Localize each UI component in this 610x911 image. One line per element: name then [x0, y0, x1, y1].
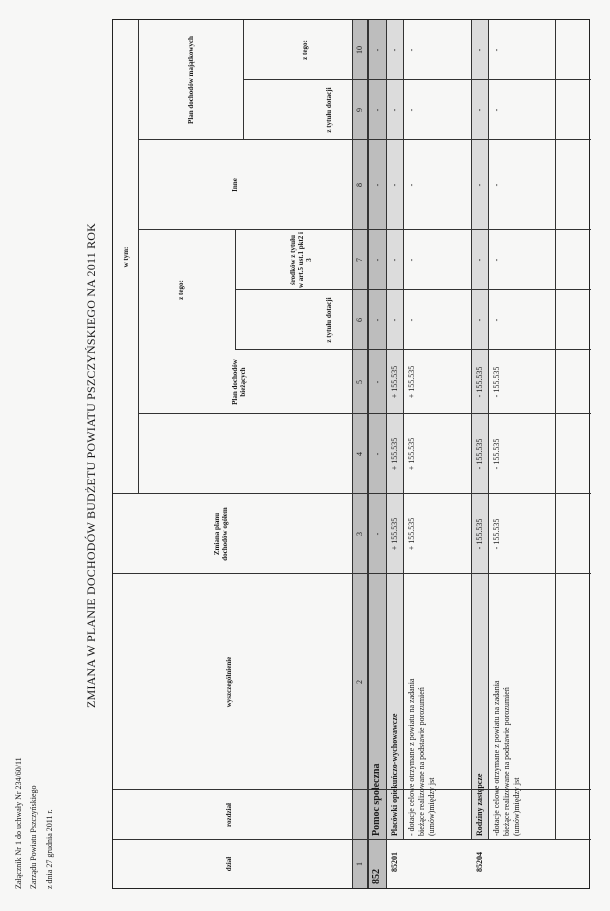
col-number: 1 — [355, 862, 364, 866]
cell: - — [492, 183, 501, 187]
col-number: 9 — [355, 108, 364, 112]
detail-description: - dotacje celowe otrzymane z powiatu na zadania bieżące realizowane na podstawie porozumień (umów)między jst — [407, 678, 436, 836]
cell: - — [373, 452, 382, 456]
cell: + 155.535 — [390, 437, 399, 471]
col-header-biezace: Plan dochodów bieżących — [231, 359, 247, 405]
cell: - 155.535 — [492, 518, 501, 550]
col-number: 8 — [355, 183, 364, 187]
cell: + 155.535 — [407, 437, 416, 471]
col-header-dotacji-2: z tytułu dotacji — [325, 87, 333, 133]
col-header-dotacji-1: z tytułu dotacji — [325, 297, 333, 343]
col-number: 4 — [355, 452, 364, 456]
cell: + 155.535 — [390, 365, 399, 399]
cell: - — [390, 48, 399, 52]
cell: - — [407, 183, 416, 187]
chapter-code: 85201 — [390, 852, 399, 872]
col-header-wyszczegolnienie: wyszczególnienie — [225, 656, 233, 708]
cell: - — [475, 318, 484, 322]
cell: - — [475, 183, 484, 187]
chapter-name: Placówki opiekuńczo-wychowawcze — [390, 713, 399, 836]
cell: - — [390, 183, 399, 187]
cell: - — [373, 532, 382, 536]
col-header-z-tego-2: z tego: — [301, 40, 309, 60]
cell: - 155.535 — [475, 518, 484, 550]
col-header-inne: Inne — [231, 178, 239, 192]
cell: - — [492, 48, 501, 52]
date-line: z dnia 27 grudnia 2011 r. — [45, 809, 54, 889]
cell: - — [373, 318, 382, 322]
col-number: 7 — [355, 258, 364, 262]
col-header-rozdzial: rozdział — [225, 803, 233, 827]
col-header-w-tym: w tym: — [122, 246, 130, 268]
cell: - — [492, 318, 501, 322]
cell: - — [492, 258, 501, 262]
section-name: Pomoc społeczna — [371, 763, 382, 836]
detail-description: -dotacje celowe otrzymane z powiatu na zadania bieżące realizowane na podstawie porozumień (umów)między jst — [492, 680, 521, 836]
cell: - 155.535 — [475, 366, 484, 398]
document-title: ZMIANA W PLANIE DOCHODÓW BUDŻETU POWIATU PSZCZYŃSKIEGO NA 2011 ROK — [84, 222, 98, 709]
cell: - — [373, 258, 382, 262]
cell: + 155.535 — [390, 517, 399, 551]
cell: - — [475, 48, 484, 52]
cell: - — [407, 258, 416, 262]
col-header-majatkowe: Plan dochodów majątkowych — [187, 36, 195, 124]
cell: - 155.535 — [492, 366, 501, 398]
cell: - 155.535 — [475, 438, 484, 470]
cell: - — [407, 108, 416, 112]
chapter-name: Rodziny zastępcze — [475, 773, 484, 836]
col-header-zmiana: Zmiana planu dochodów ogółem — [213, 507, 229, 561]
cell: - — [492, 108, 501, 112]
attachment-line: Załącznik Nr 1 do uchwały Nr 234/60/11 — [14, 757, 23, 889]
col-number: 10 — [355, 46, 364, 54]
chapter-code: 85204 — [475, 852, 484, 872]
col-header-srodkow: środków z tytułu w art.5 ust.1 pkt2 i 3 — [289, 231, 313, 288]
cell: - — [390, 258, 399, 262]
cell: + 155.535 — [407, 365, 416, 399]
cell: - — [475, 258, 484, 262]
cell: - — [390, 108, 399, 112]
col-number: 3 — [355, 532, 364, 536]
cell: - — [373, 183, 382, 187]
cell: - 155.535 — [492, 438, 501, 470]
cell: - — [390, 318, 399, 322]
cell: + 155.535 — [407, 517, 416, 551]
col-header-z-tego-1: z tego: — [177, 280, 185, 300]
cell: - — [407, 318, 416, 322]
section-code: 852 — [371, 869, 382, 884]
cell: - — [373, 108, 382, 112]
col-number: 6 — [355, 318, 364, 322]
cell: - — [407, 48, 416, 52]
board-line: Zarządu Powiatu Pszczyńskiego — [29, 785, 38, 889]
cell: - — [475, 108, 484, 112]
budget-table — [112, 19, 590, 889]
cell: - — [373, 48, 382, 52]
col-number: 2 — [355, 680, 364, 684]
cell: - — [373, 380, 382, 384]
col-number: 5 — [355, 380, 364, 384]
col-header-dzial: dział — [225, 856, 233, 872]
